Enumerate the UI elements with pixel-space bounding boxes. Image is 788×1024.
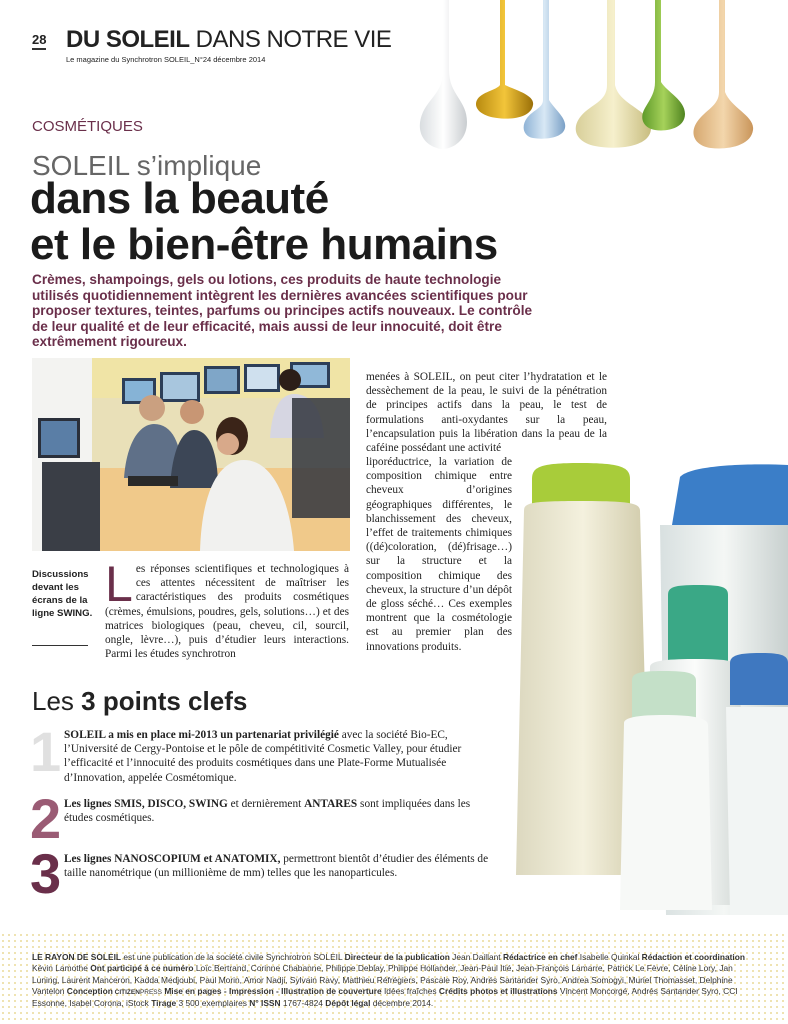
credits-text: décembre 2014. [370,998,434,1009]
credits-text: Loïc Bertrand, Corinne Chabanne, Philippe Deblay, Philippe Hollander, Jean-Paul Itié, Jean-François Lamarre, Patrick Le Fèvre, Céline Lory, Jan Luning, Laurent Manceron, Kadda Medjoubi, Paul Morin, Amor Nadji, Sylvain Ravy, Matthieu Réfrégiers, Pascale Roy, Andrés Santander Syro, Andrea Somogyi, Muriel Thomasset, Delphine Vantelon [32,963,733,996]
headline-line-2: et le bien-être humains [30,220,498,269]
credits-label: Dépôt légal [325,998,371,1009]
credits-text: Kévin Lamothe [32,963,91,974]
credits-label-publication: LE RAYON DE SOLEIL [32,952,122,962]
key-point-2 [64,797,494,825]
credits-label: Rédaction et coordination [641,952,745,962]
credits-text: est une publication de la société civile Synchrotron SOLEIL [121,952,345,962]
credits-label: Rédactrice en chef [502,952,578,962]
credits-label: N° ISSN [249,998,281,1009]
section-label: COSMÉTIQUES [32,118,143,135]
lead-paragraph: Crèmes, shampoings, gels ou lotions, ces produits de haute technologie utilisés quotidiennement intègrent les dernières avancées scientifiques pour proposer textures, teintes, parfums ou principes actifs nouveaux. Le contrôle de leur qualité et de leur efficacité, mais aussi de leur innocuité, doit être extrêmement rigoureux. [32,272,533,350]
credits-label: Crédits photos et illustrations [438,985,558,996]
drip-cream [576,0,651,148]
key-point-3-bold: Les lignes NANOSCOPIUM et ANATOMIX, [64,853,281,865]
body-column-1 [105,556,349,661]
key-point-number-1: 1 [30,720,62,783]
credits-text: Isabelle Quinkal [577,952,642,962]
key-point-3 [64,852,494,880]
credits-label: Mise en pages - Impression - Illustration de couverture [164,985,382,996]
cosmetic-drips-illustration [405,0,788,160]
credits-text: 1767-4824 [280,998,326,1009]
drip-white [420,0,467,149]
key-point-2-text-2: sont impliquées dans les études cosmétiques. [64,798,471,825]
magazine-title [66,26,391,54]
drip-green [642,0,685,130]
credits-text: Idées fraîches [381,985,439,996]
key-point-number-3: 3 [30,842,62,905]
credits-text: Vincent Moncorgé, Andrés Santander Syro, CCI Essonne, Isabel Corona, iStock [32,985,738,1009]
magazine-subtitle: Le magazine du Synchrotron SOLEIL_N°24 décembre 2014 [66,55,266,64]
headline-kicker: SOLEIL s’implique [32,150,262,181]
key-points-title [32,686,247,716]
drip-yellow [476,0,533,119]
photo-caption: Discussions devant les écrans de la ligne SWING. [32,569,93,619]
magazine-title-rest: DANS NOTRE VIE [189,26,392,53]
drip-peach [693,0,753,148]
key-points-title-light: Les [32,686,82,716]
headline [30,176,498,268]
citizen-press-logo-part-1: CITIZEN [112,988,140,996]
key-point-1-bold: SOLEIL a mis en place mi-2013 un partenariat privilégié [64,729,339,741]
key-point-1-text: avec la société Bio-EC, l’Université de Cergy-Pontoise et le pôle de compétitivité Cosmetic Valley, pour étudier l’efficacité et l’innocuité des produits cosmétiques dans une Plate-Forme Mutualisée d’Innovation, appelée Cosmétomique. [64,729,462,784]
page-number: 28 [32,32,46,50]
drop-cap: L [105,556,133,612]
key-point-number-2: 2 [30,787,62,850]
credits-label: Directeur de la publication [344,952,450,962]
drip-blue [524,0,566,139]
key-points-title-bold: 3 points clefs [81,686,248,716]
credits-text: Jean Daillant [449,952,503,962]
citizen-press-logo-part-2: PRESS [139,988,162,996]
body-column-1-text: es réponses scientifiques et technologiques à ces attentes nécessitent de maîtriser les caractéristiques des produits cosmétiques (crèmes, émulsions, poudres, gels, solutions…) et des matrices biologiques (peau, cheveu, cil, sourcil, ongle, lèvre…), puis d’étudier leurs interactions. Parmi les études synchrotron [105,563,349,661]
headline-line-1: dans la beauté [30,174,329,223]
credits-label: Ont participé à ce numéro [90,963,194,974]
caption-divider [32,645,88,646]
credits-label: Conception [66,985,113,996]
credits-block [32,952,756,1009]
key-point-3-text: permettront bientôt d’étudier des éléments de taille nanométrique (un millionième de mm) telles que les nanoparticules. [64,853,489,880]
cosmetic-bottles-illustration [500,455,788,915]
key-point-2-bold-2: ANTARES [304,798,358,810]
magazine-title-bold: DU SOLEIL [66,26,190,53]
key-point-1 [64,728,494,785]
bottle-blue-cap-small [726,653,788,915]
lab-photo [32,358,350,551]
credits-label: Tirage [151,998,177,1009]
key-point-2-bold: Les lignes SMIS, DISCO, SWING [64,798,228,810]
body-column-2-top: menées à SOLEIL, on peut citer l’hydratation et le dessèchement de la peau, le suivi de la pénétration de principes actifs dans la peau, le test de formulations anti-oxydantes sur la peau, l’encapsulation puis la libération dans la peau de la caféine possédant une activité [366,371,607,455]
key-point-2-text: et dernièrement [227,798,305,810]
credits-text: 3 500 exemplaires [176,998,250,1009]
body-column-2-bottom: liporéductrice, la variation de composition chimique entre cheveux d’origines géographiques différentes, le blanchissement des cheveux, l’effet de traitements chimiques ((dé)coloration, (dé)frisage…) sur la structure et la composition chimique des cheveux, la structure d’un dépôt de gloss séché… Ces exemples montrent que la cosmétologie est au premier plan des innovations produits. [366,456,512,653]
